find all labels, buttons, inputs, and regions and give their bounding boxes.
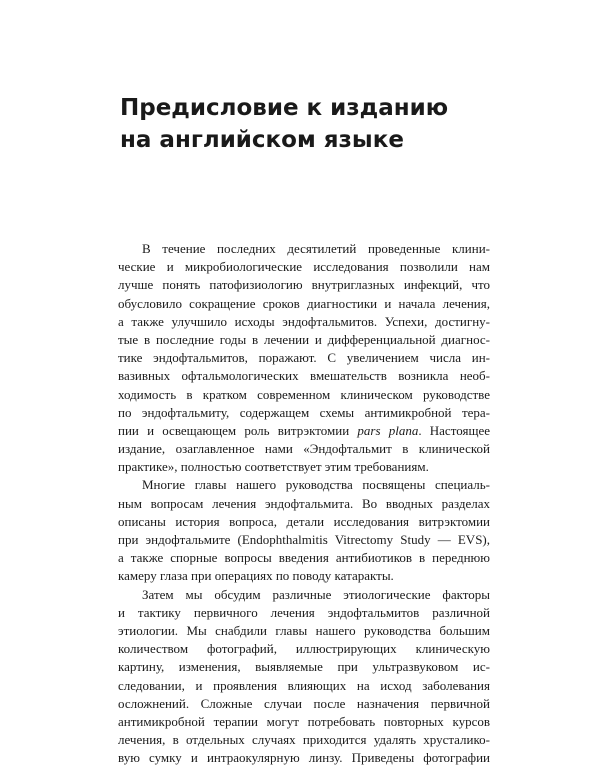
- text-line: антимикробной терапии могут потребовать повторных курсов: [118, 713, 490, 729]
- page-title-line-2: на английском языке: [120, 127, 404, 153]
- text-line: вую сумку и интраокулярную линзу. Приведены фотографии: [118, 750, 490, 766]
- text-line: описаны история вопроса, детали исследования витрэктомии: [118, 513, 490, 529]
- body-text: [118, 240, 490, 767]
- text-line: количеством фотографий, иллюстрирующих клиническую: [118, 641, 490, 657]
- text-line: Многие главы нашего руководства посвящены специаль-: [142, 477, 490, 493]
- text-line: обусловило сокращение сроков диагностики и начала лечения,: [118, 295, 490, 311]
- text-line: ческие и микробиологические исследования позволили нам: [118, 259, 490, 275]
- text-fragment: пии и освещающем роль витрэктомии: [118, 422, 358, 438]
- text-line: а также спорные вопросы введения антибиотиков в переднюю: [118, 550, 490, 566]
- text-line: В течение последних десятилетий проведенные клини-: [142, 241, 490, 256]
- text-fragment: . Настоящее: [418, 422, 490, 438]
- page-title: [120, 92, 520, 156]
- text-line: практике», полностью соответствует этим требованиям.: [118, 459, 429, 475]
- text-line: лучше понять патофизиологию внутриглазных инфекций, что: [118, 277, 490, 293]
- text-line: камеру глаза при операциях по поводу катаракты.: [118, 568, 394, 584]
- page-title-line-1: Предисловие к изданию: [120, 95, 449, 121]
- text-line: вазивных офтальмологических вмешательств возникла необ-: [118, 368, 490, 384]
- text-line: и тактику первичного лечения эндофтальмитов различной: [118, 604, 490, 620]
- italic-term: pars plana: [357, 422, 419, 438]
- text-line: лечения, в отдельных случаях приходится удалять хрусталико-: [118, 732, 490, 748]
- text-line: тые в последние годы в лечении и дифференциальной диагнос-: [118, 331, 490, 347]
- text-line: тике эндофтальмитов, поражают. С увеличением числа ин-: [118, 350, 490, 366]
- text-line: картину, изменения, выявляемые при ультразвуковом ис-: [118, 659, 490, 675]
- text-line: этиологии. Мы снабдили главы нашего руководства большим: [118, 622, 490, 638]
- text-line: ходимость в кратком современном клиническом руководстве: [118, 386, 490, 402]
- text-line: Затем мы обсудим различные этиологические факторы: [142, 586, 490, 602]
- text-line-italic-term: [118, 422, 490, 440]
- text-line: по эндофтальмиту, содержащем схемы антимикробной тера-: [118, 404, 490, 420]
- text-line: ным вопросам лечения эндофтальмита. Во вводных разделах: [118, 495, 490, 511]
- text-line: издание, озаглавленное нами «Эндофтальмит в клинической: [118, 441, 490, 457]
- text-line: при эндофтальмите (Endophthalmitis Vitrectomy Study — EVS),: [118, 532, 490, 547]
- text-line: а также улучшило исходы эндофтальмитов. Успехи, достигну-: [118, 313, 490, 329]
- text-line: следовании, и проявления влияющих на исход заболевания: [118, 677, 490, 693]
- text-line: осложнений. Сложные случаи после назначения первичной: [118, 695, 490, 711]
